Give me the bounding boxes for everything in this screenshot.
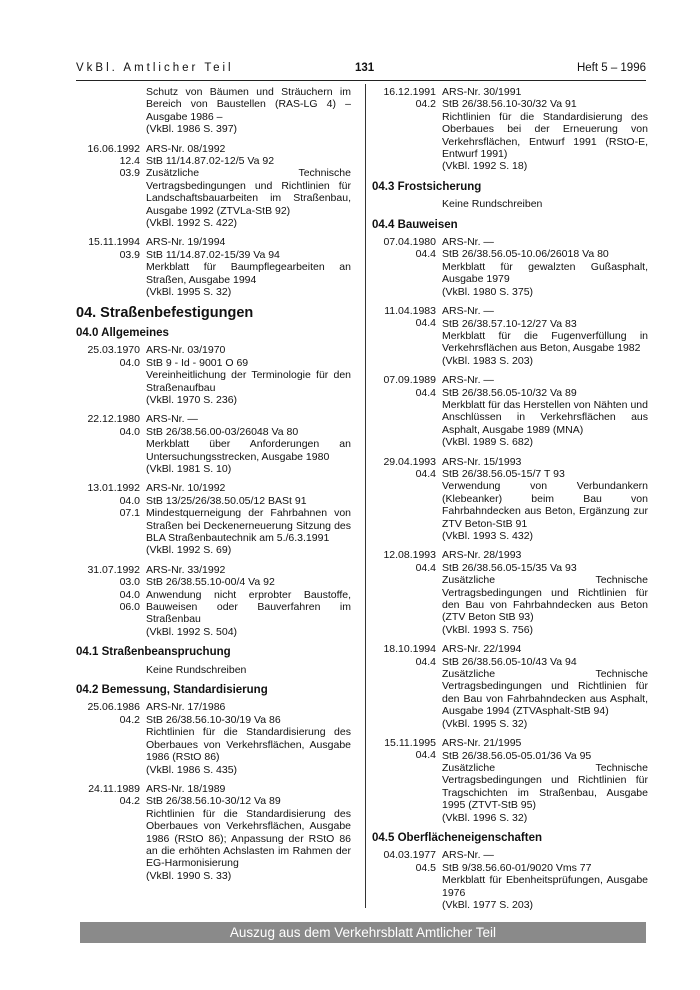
- section-heading: 04. Straßenbefestigungen: [76, 304, 254, 321]
- entry-date: 31.07.1992: [87, 563, 140, 576]
- no-circulars-note: Keine Rundschreiben: [442, 198, 543, 211]
- entry-date: 07.09.1989: [383, 374, 436, 387]
- entry-line: Richtlinien für die Standardisierung des Oberbaues von Verkehrsflächen, Ausgabe 1986 (RStO 86): [146, 726, 351, 764]
- entry-line: StB 13/25/26/38.50.05/12 BASt 91: [146, 494, 307, 507]
- entry: [76, 236, 351, 298]
- entry-line: StB 26/38.56.05-15/7 T 93: [442, 467, 565, 480]
- running-header: [76, 62, 646, 78]
- no-circulars-note: Keine Rundschreiben: [146, 663, 247, 676]
- entry-line: ARS-Nr. 03/1970: [146, 344, 226, 357]
- entry-line: (VkBl. 1993 S. 432): [442, 530, 534, 542]
- entry-date: 22.12.1980: [87, 413, 140, 426]
- entry: [76, 344, 351, 406]
- entry-line: StB 11/14.87.02-12/5 Va 92: [146, 155, 275, 168]
- entry-date: 04.4: [415, 655, 436, 668]
- subsection-heading: 04.0 Allgemeines: [76, 326, 169, 339]
- footer-banner: Auszug aus dem Verkehrsblatt Amtlicher Teil: [80, 922, 646, 943]
- entry-line: StB 26/38.56.10-30/12 Va 89: [146, 795, 281, 808]
- entry-date: 15.11.1994: [88, 236, 140, 249]
- entry-line: (VkBl. 1986 S. 435): [146, 763, 238, 776]
- entry-date: 25.03.1970: [87, 344, 140, 357]
- entry-date: 16.12.1991: [383, 86, 436, 98]
- entry-line: Merkblatt für gewalzten Gußasphalt, Ausgabe 1979: [442, 260, 648, 286]
- entry-date: 07.1: [119, 507, 140, 520]
- entry-body: [442, 549, 648, 636]
- entry-dates: [372, 549, 436, 636]
- entry-date: 04.03.1977: [383, 849, 436, 862]
- entry: [76, 86, 351, 136]
- entry-body: [146, 344, 351, 406]
- subsection-heading: 04.3 Frostsicherung: [372, 180, 482, 193]
- entry-line: ARS-Nr. 22/1994: [442, 643, 522, 656]
- entry: [372, 236, 648, 298]
- entry: [76, 783, 351, 882]
- entry: [372, 849, 648, 911]
- page-number: 131: [355, 62, 375, 74]
- entry-date: 04.4: [415, 561, 436, 574]
- entry-line: ARS-Nr. —: [146, 413, 198, 426]
- entry-date: 04.2: [119, 795, 140, 808]
- entry-line: (VkBl. 1990 S. 33): [146, 869, 232, 882]
- entry-body: [146, 413, 351, 475]
- entry-line: ARS-Nr. 21/1995: [442, 737, 522, 750]
- entry-line: Zusätzliche Technische Vertragsbedingungen und Richtlinien für den Bau von Fahrbahndecken aus Beton (ZTV Beton StB 93): [442, 574, 648, 624]
- entry: [372, 456, 648, 543]
- entry-dates: [372, 456, 436, 543]
- entry-date: 04.0: [119, 494, 140, 507]
- entry-line: ARS-Nr. 08/1992: [146, 142, 226, 155]
- entry-line: ARS-Nr. —: [442, 849, 494, 862]
- entry-line: Merkblatt für die Fugenverfüllung in Verkehrsflächen aus Beton, Ausgabe 1982: [442, 329, 648, 355]
- entry-dates: [372, 737, 436, 824]
- entry-body: [146, 482, 351, 556]
- entry-body: [146, 236, 351, 298]
- entry-dates: [372, 849, 436, 911]
- entry: [76, 564, 351, 638]
- entry-body: [146, 564, 351, 638]
- entry-date: 04.5: [415, 861, 436, 874]
- entry-line: ARS-Nr. 18/1989: [146, 782, 226, 795]
- entry: [372, 374, 648, 448]
- entry-body: [442, 236, 648, 298]
- entry-body: [442, 643, 648, 730]
- entry-body: [442, 849, 648, 911]
- entry-line: StB 26/38.56.05-10/32 Va 89: [442, 386, 577, 399]
- entry-body: [146, 701, 351, 775]
- entry-dates: [76, 344, 140, 406]
- entry-dates: [372, 305, 436, 367]
- entry-date: 16.06.1992: [87, 142, 140, 155]
- entry-line: Vereinheitlichung der Terminologie für den Straßenaufbau: [146, 369, 351, 394]
- entry-dates: [76, 236, 140, 298]
- entry-date: 03.9: [119, 167, 140, 180]
- entry-date: 04.0: [119, 356, 140, 369]
- entry-date: 12.4: [119, 155, 140, 168]
- entry-line: Merkblatt über Anforderungen an Untersuchungsstrecken, Ausgabe 1980: [146, 438, 351, 463]
- left-column: [76, 86, 351, 889]
- entry-date: 18.10.1994: [383, 643, 436, 656]
- entry-line: Verwendung von Verbundankern (Klebeanker) beim Bau von Fahrbahndecken aus Beton, Ergänzung zur ZTV Beton-StB 91: [442, 480, 648, 530]
- entry-line: Zusätzliche Technische Vertragsbedingungen und Richtlinien für den Bau von Fahrbahndecken aus Asphalt, Ausgabe 1994 (ZTVAsphalt-StB 94): [442, 668, 648, 718]
- entry-date: 04.0: [119, 588, 140, 601]
- entry-date: 24.11.1989: [88, 782, 140, 795]
- entry-line: ARS-Nr. —: [442, 374, 494, 387]
- entry-dates: [76, 701, 140, 775]
- entry: [372, 643, 648, 730]
- entry-line: Zusätzliche Technische Vertragsbedingungen und Richtlinien für Landschaftsbauarbeiten im Straßenbau, Ausgabe 1992 (ZTVLa-StB 92): [146, 167, 351, 217]
- entry-line: Richtlinien für die Standardisierung des Oberbaues von Verkehrsflächen, Ausgabe 1986 (RStO 86); Anpassung der RStO 86 an die erhöhten Achslasten im Rahmen der EG-Harmonisierung: [146, 807, 351, 870]
- entry-dates: [76, 482, 140, 556]
- entry: [76, 143, 351, 230]
- entry-line: (VkBl. 1996 S. 32): [442, 811, 528, 824]
- subsection-heading: 04.5 Oberflächeneigenschaften: [372, 831, 543, 844]
- entry-dates: [372, 374, 436, 448]
- entry-dates: [372, 643, 436, 730]
- entry-line: (VkBl. 1981 S. 10): [146, 462, 232, 475]
- entry-date: 04.2: [415, 98, 436, 111]
- entry-date: 11.04.1983: [384, 305, 436, 318]
- entry-line: StB 26/38.56.05-10.06/26018 Va 80: [442, 248, 609, 261]
- column-divider: [365, 84, 366, 908]
- entry-line: (VkBl. 1986 S. 397): [146, 123, 238, 136]
- entry-line: ARS-Nr. 28/1993: [442, 549, 522, 562]
- entry-line: ARS-Nr. 33/1992: [146, 563, 226, 576]
- entry-dates: [76, 413, 140, 475]
- entry: [76, 413, 351, 475]
- entry-line: ARS-Nr. 10/1992: [146, 482, 226, 495]
- entry-date: 04.4: [415, 386, 436, 399]
- entry-dates: [372, 86, 436, 173]
- entry-body: [442, 86, 648, 173]
- issue-label: Heft 5 – 1996: [576, 62, 646, 74]
- entry-line: StB 26/38.56.05-05.01/36 Va 95: [442, 749, 592, 762]
- entry-date: 03.0: [119, 576, 140, 589]
- entry-line: Merkblatt für Ebenheitsprüfungen, Ausgabe 1976: [442, 874, 648, 899]
- entry-line: (VkBl. 1980 S. 375): [442, 285, 534, 298]
- entry-body: [442, 374, 648, 448]
- entry-body: [146, 783, 351, 882]
- entry-line: ARS-Nr. 15/1993: [442, 455, 522, 468]
- entry-date: 04.4: [415, 317, 436, 330]
- entry-line: Mindestquerneigung der Fahrbahnen von Straßen bei Deckenerneuerung Sitzung des BLA Straßenbautechnik am 5./6.3.1991: [146, 507, 351, 544]
- entry: [372, 305, 648, 367]
- entry-line: (VkBl. 1970 S. 236): [146, 393, 238, 406]
- entry-date: 04.4: [415, 749, 436, 762]
- entry-line: StB 11/14.87.02-15/39 Va 94: [146, 248, 280, 261]
- entry-line: Merkblatt für das Herstellen von Nähten und Anschlüssen in Verkehrsflächen aus Asphalt, Ausgabe 1989 (MNA): [442, 398, 648, 436]
- entry: [372, 549, 648, 636]
- entry-line: StB 26/38.55.10-00/4 Va 92: [146, 576, 275, 589]
- entry-line: StB 9/38.56.60-01/9020 Vms 77: [442, 861, 592, 874]
- entry-line: (VkBl. 1977 S. 203): [442, 898, 534, 911]
- subsection-heading: 04.1 Straßenbeanspruchung: [76, 646, 231, 659]
- entry-line: (VkBl. 1992 S. 69): [146, 544, 232, 557]
- header-rule: [76, 80, 646, 81]
- entry-date: 07.04.1980: [383, 236, 436, 249]
- entry-line: ARS-Nr. —: [442, 305, 494, 318]
- entry-dates: [76, 143, 140, 230]
- entry-line: Merkblatt für Baumpflegearbeiten an Straßen, Ausgabe 1994: [146, 261, 351, 286]
- entry-body: [146, 143, 351, 230]
- entry-line: Anwendung nicht erprobter Baustoffe, Bauweisen oder Bauverfahren im Straßenbau: [146, 588, 351, 626]
- entry-line: ARS-Nr. 19/1994: [146, 236, 226, 249]
- entry-dates: [76, 86, 140, 136]
- entry-date: 03.9: [119, 248, 140, 261]
- entry-dates: [372, 236, 436, 298]
- entry-date: 15.11.1995: [384, 737, 436, 750]
- entry-line: Schutz von Bäumen und Sträuchern im Bereich von Baustellen (RAS-LG 4) – Ausgabe 1986 –: [146, 86, 351, 123]
- entry-date: 04.2: [119, 713, 140, 726]
- entry-line: Zusätzliche Technische Vertragsbedingungen und Richtlinien für Tragschichten im Straßenbau, Ausgabe 1995 (ZTVT-StB 95): [442, 761, 648, 812]
- entry-date: 25.06.1986: [87, 701, 140, 714]
- entry-date: 04.0: [119, 425, 140, 438]
- entry-line: StB 26/38.56.10-30/32 Va 91: [442, 98, 577, 111]
- entry: [76, 482, 351, 556]
- entry-line: (VkBl. 1992 S. 422): [146, 217, 238, 230]
- entry: [372, 737, 648, 824]
- entry-body: [442, 305, 648, 367]
- right-column: [372, 86, 648, 918]
- entry-line: ARS-Nr. —: [442, 236, 494, 249]
- entry-date: 06.0: [119, 600, 140, 613]
- entry-line: (VkBl. 1992 S. 18): [442, 160, 528, 173]
- entry-line: StB 26/38.57.10-12/27 Va 83: [442, 317, 577, 330]
- subsection-heading: 04.2 Bemessung, Standardisierung: [76, 684, 268, 697]
- entry-date: 29.04.1993: [383, 455, 436, 468]
- entry-line: (VkBl. 1983 S. 203): [442, 354, 534, 367]
- entry-line: Richtlinien für die Standardisierung des Oberbaues bei der Erneuerung von Verkehrsflächen, Entwurf 1991 (RStO-E, Entwurf 1991): [442, 110, 648, 161]
- journal-title: VkBl. Amtlicher Teil: [76, 62, 234, 74]
- entry-line: ARS-Nr. 30/1991: [442, 86, 522, 98]
- entry-line: (VkBl. 1995 S. 32): [146, 286, 232, 299]
- entry-date: 04.4: [415, 467, 436, 480]
- entry-date: 12.08.1993: [383, 549, 436, 562]
- entry: [372, 86, 648, 173]
- entry-line: (VkBl. 1989 S. 682): [442, 436, 534, 449]
- entry: [76, 701, 351, 775]
- entry-line: (VkBl. 1995 S. 32): [442, 717, 528, 730]
- subsection-heading: 04.4 Bauweisen: [372, 218, 458, 231]
- entry-line: ARS-Nr. 17/1986: [146, 701, 226, 714]
- entry-date: 13.01.1992: [87, 482, 140, 495]
- entry-line: StB 26/38.56.05-15/35 Va 93: [442, 561, 577, 574]
- entry-body: [442, 737, 648, 824]
- entry-line: (VkBl. 1992 S. 504): [146, 625, 238, 638]
- entry-dates: [76, 564, 140, 638]
- entry-line: StB 26/38.56.10-30/19 Va 86: [146, 713, 281, 726]
- entry-line: StB 26/38.56.05-10/43 Va 94: [442, 655, 577, 668]
- entry-line: (VkBl. 1993 S. 756): [442, 623, 534, 636]
- entry-date: 04.4: [415, 248, 436, 261]
- entry-line: StB 9 - Id - 9001 O 69: [146, 356, 249, 369]
- entry-line: StB 26/38.56.00-03/26048 Va 80: [146, 425, 299, 438]
- entry-body: [146, 86, 351, 136]
- entry-body: [442, 456, 648, 543]
- entry-dates: [76, 783, 140, 882]
